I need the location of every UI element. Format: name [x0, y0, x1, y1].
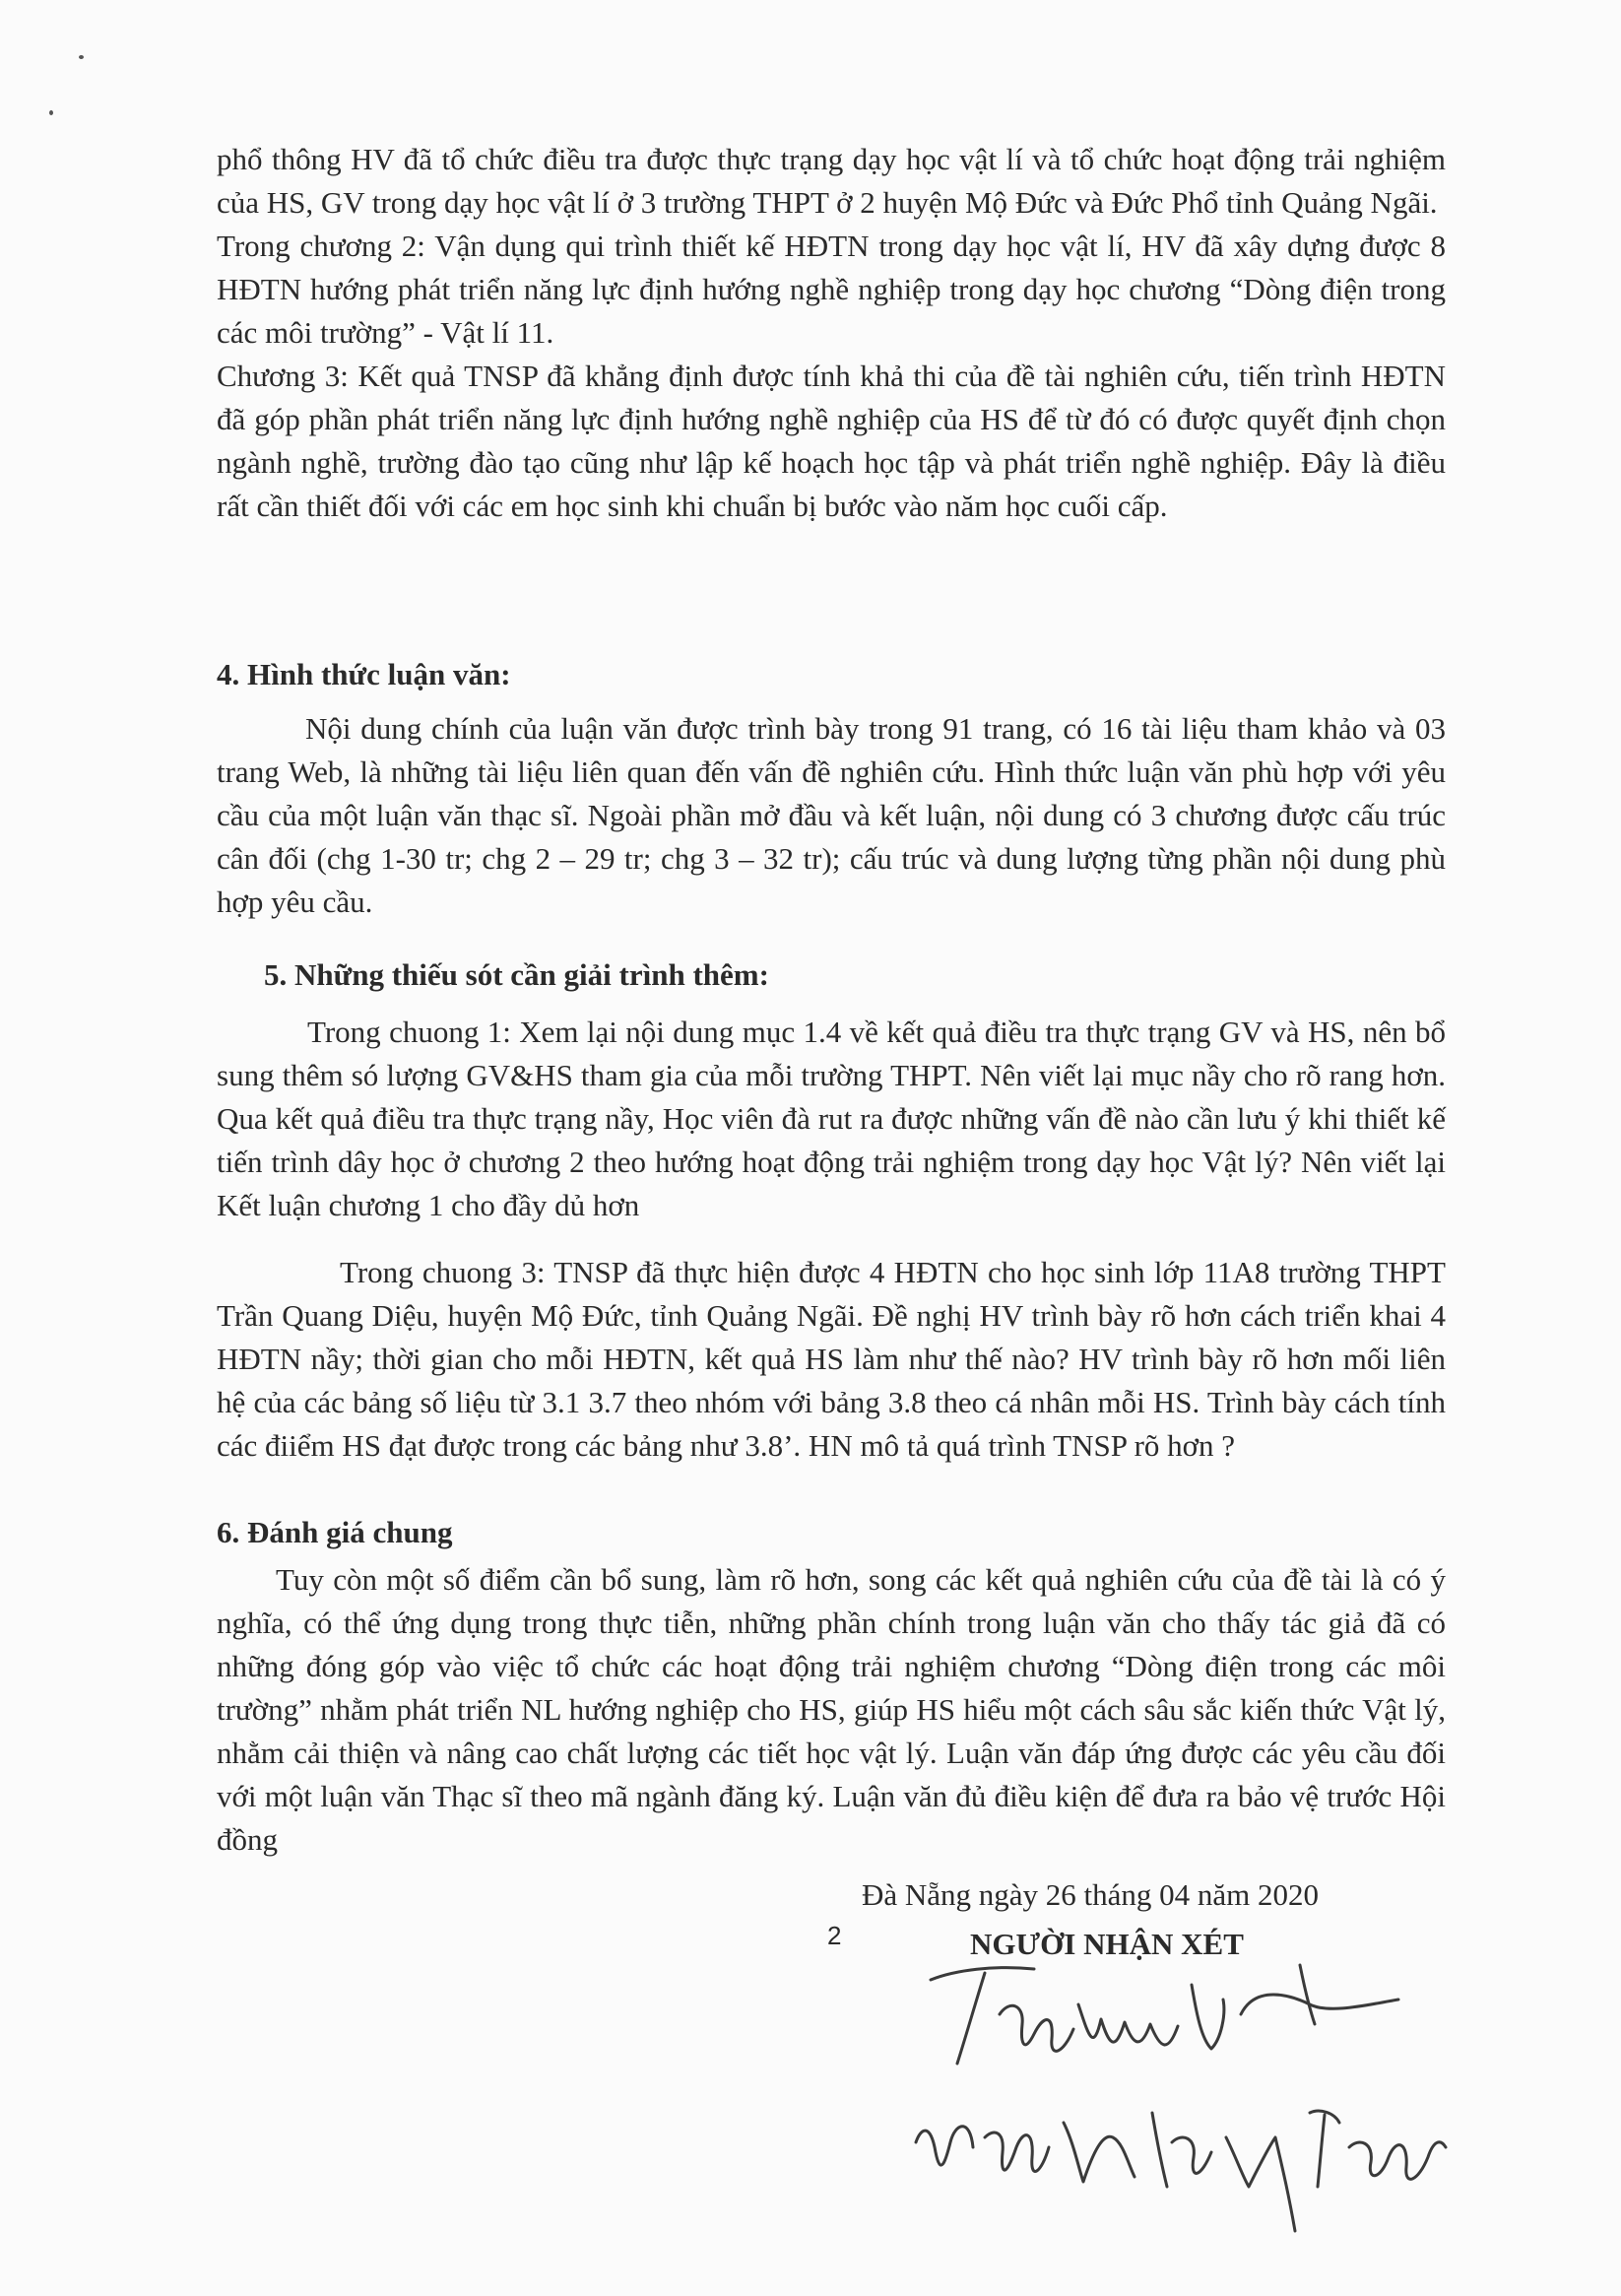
- section-6-heading: 6. Đánh giá chung: [217, 1515, 453, 1549]
- section-5-heading: 5. Những thiếu sót cần giải trình thêm:: [264, 957, 769, 992]
- paragraph-chapter-2: Trong chương 2: Vận dụng qui trình thiết kế HĐTN trong dạy học vật lí, HV đã xây dựng được 8 HĐTN hướng phát triển năng lực định hướng nghề nghiệp trong dạy học chương “Dòng điện trong các môi trường” - Vật lí 11.: [217, 229, 1446, 350]
- section-4-body: Nội dung chính của luận văn được trình bày trong 91 trang, có 16 tài liệu tham khảo và 03 trang Web, là những tài liệu liên quan đến vấn đề nghiên cứu. Hình thức luận văn phù hợp với yêu cầu của một luận văn thạc sĩ. Ngoài phần mở đầu và kết luận, nội dung có 3 chương được cấu trúc cân đối (chg 1-30 tr; chg 2 – 29 tr; chg 3 – 32 tr); cấu trúc và dung lượng từng phần nội dung phù hợp yêu cầu.: [217, 711, 1446, 919]
- section-5-paragraph-1: Trong chuong 1: Xem lại nội dung mục 1.4 về kết quả điều tra thực trạng GV và HS, nên bổ sung thêm só lượng GV&HS tham gia của mỗi trường THPT. Nên viết lại mục nầy cho rõ rang hơn. Qua kết quả điều tra thực trạng nầy, Học viên đà rut ra được những vấn đề nào cần lưu ý khi thiết kế tiến trình dây học ở chương 2 theo hướng hoạt động trải nghiệm trong dạy học Vật lý? Nên viết lại Kết luận chương 1 cho đầy dủ hơn: [217, 1015, 1446, 1222]
- section-4-heading: 4. Hình thức luận văn:: [217, 657, 511, 691]
- section-5-paragraph-2: Trong chuong 3: TNSP đã thực hiện được 4 HĐTN cho học sinh lớp 11A8 trường THPT Trần Quang Diệu, huyện Mộ Đức, tỉnh Quảng Ngãi. Đề nghị HV trình bày rõ hơn cách triển khai 4 HĐTN nầy; thời gian cho mỗi HĐTN, kết quả HS làm như thế nào? HV trình bày rõ hơn mối liên hệ của các bảng số liệu từ 3.1 3.7 theo nhóm với bảng 3.8 theo cá nhân mỗi HS. Trình bày cách tính các điiểm HS đạt được trong các bảng như 3.8’. HN mô tả quá trình TNSP rõ hơn ?: [217, 1255, 1446, 1463]
- date-line: Đà Nẵng ngày 26 tháng 04 năm 2020: [862, 1877, 1320, 1912]
- handwritten-signature: [876, 1945, 1487, 2270]
- paragraph-survey: phổ thông HV đã tổ chức điều tra được thực trạng dạy học vật lí và tổ chức hoạt động trải nghiệm của HS, GV trong dạy học vật lí ở 3 trường THPT ở 2 huyện Mộ Đức và Đức Phổ tỉnh Quảng Ngãi.: [217, 142, 1446, 220]
- section-5-block-2: [217, 1251, 1446, 1468]
- section-6-block: [217, 1558, 1446, 1862]
- paragraph-chapter-3: Chương 3: Kết quả TNSP đã khẳng định được tính khả thi của đề tài nghiên cứu, tiến trình HĐTN đã góp phần phát triển năng lực định hướng nghề nghiệp của HS để từ đó có được quyết định chọn ngành nghề, trường đào tạo cũng như lập kế hoạch học tập và phát triển nghề nghiệp. Đây là điều rất cần thiết đối với các em học sinh khi chuẩn bị bước vào năm học cuối cấp.: [217, 359, 1446, 523]
- intro-block: [217, 138, 1446, 528]
- scan-speck: [79, 55, 84, 59]
- section-6-body: Tuy còn một số điểm cần bổ sung, làm rõ hơn, song các kết quả nghiên cứu của đề tài là có ý nghĩa, có thể ứng dụng trong thực tiễn, những phần chính trong luận văn cho thấy tác giả đã có những đóng góp vào việc tổ chức các hoạt động trải nghiệm chương “Dòng điện trong các môi trường” nhằm phát triển NL hướng nghiệp cho HS, giúp HS hiểu một cách sâu sắc kiến thức Vật lý, nhằm cải thiện và nâng cao chất lượng các tiết học vật lý. Luận văn đáp ứng được các yêu cầu đối với một luận văn Thạc sĩ theo mã ngành đăng ký. Luận văn đủ điều kiện để đưa ra bảo vệ trước Hội đồng: [217, 1562, 1446, 1857]
- scan-speck: [49, 110, 53, 115]
- section-5-block: [217, 1011, 1446, 1227]
- section-4-block: [217, 707, 1446, 924]
- page-number: 2: [827, 1921, 842, 1950]
- signer-title: NGƯỜI NHẬN XÉT: [970, 1927, 1244, 1961]
